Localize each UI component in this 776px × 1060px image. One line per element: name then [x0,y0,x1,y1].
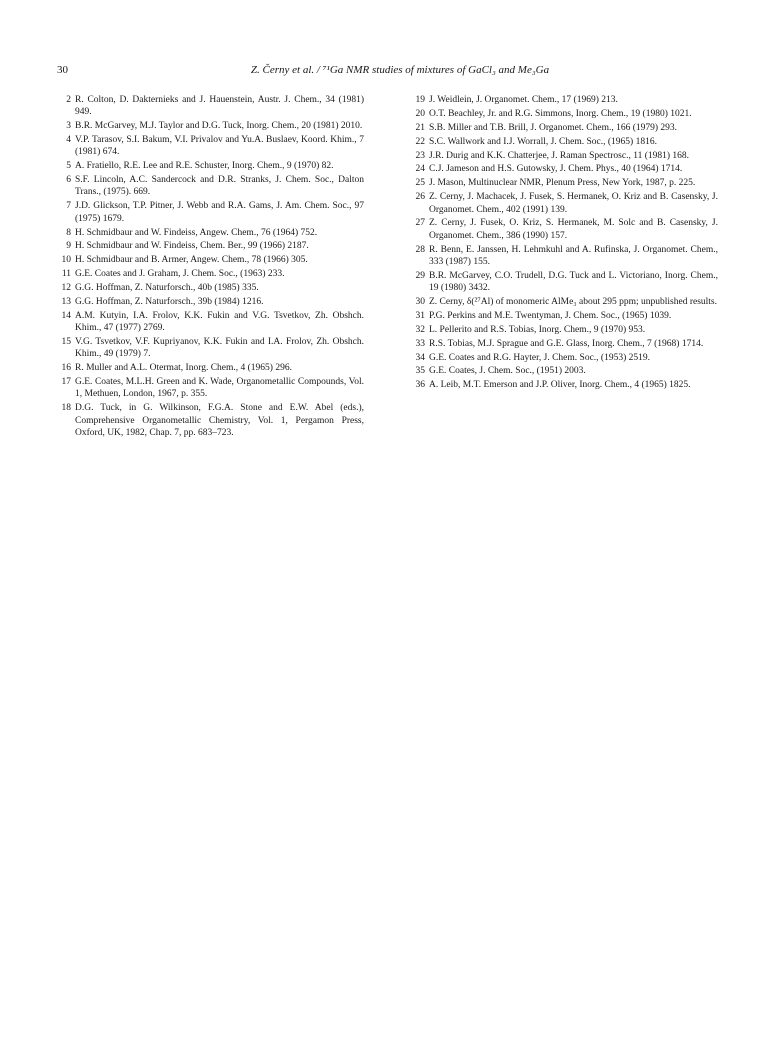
reference-item [58,296,364,308]
reference-number: 9 [66,241,71,252]
reference-number: 34 [415,352,425,363]
reference-item [58,174,364,199]
reference-number: 16 [61,363,71,374]
reference-number: 10 [61,255,71,266]
reference-number: 29 [415,270,425,281]
reference-text: R. Benn, E. Janssen, H. Lehmkuhl and A. Rufinska, J. Organomet. Chem., 333 (1987) 155. [429,244,718,267]
reference-text: Z. Cerny, J. Machacek, J. Fusek, S. Hermanek, O. Kriz and B. Casensky, J. Organomet. Chem., 402 (1991) 139. [429,192,718,215]
reference-number: 24 [415,164,425,175]
reference-number: 21 [415,122,425,133]
reference-text: L. Pellerito and R.S. Tobias, Inorg. Chem., 9 (1970) 953. [429,324,646,335]
reference-text: A. Fratiello, R.E. Lee and R.E. Schuster, Inorg. Chem., 9 (1970) 82. [75,161,334,172]
reference-number: 5 [66,161,71,172]
reference-number: 31 [415,310,425,321]
reference-text: B.R. McGarvey, M.J. Taylor and D.G. Tuck, Inorg. Chem., 20 (1981) 2010. [75,121,363,132]
reference-item [412,94,718,106]
reference-item [58,362,364,374]
reference-text: D.G. Tuck, in G. Wilkinson, F.G.A. Stone and E.W. Abel (eds.), Comprehensive Organometallic Chemistry, Vol. 1, Pergamon Press, Oxford, UK, 1982, Chap. 7, pp. 683–723. [75,403,364,438]
reference-text: V.P. Tarasov, S.I. Bakum, V.I. Privalov and Yu.A. Buslaev, Koord. Khim., 7 (1981) 674. [75,135,364,158]
references-right-column [412,94,718,393]
reference-item [412,338,718,350]
reference-item [58,200,364,225]
reference-text: G.G. Hoffman, Z. Naturforsch., 40b (1985) 335. [75,283,259,294]
reference-number: 14 [61,310,71,321]
reference-number: 25 [415,178,425,189]
reference-item [58,310,364,335]
reference-text: Z. Cerny, δ(²⁷Al) of monomeric AlMe₃ about 295 ppm; unpublished results. [429,296,718,307]
reference-item [412,217,718,242]
reference-item [412,108,718,120]
reference-item [412,352,718,364]
reference-item [58,402,364,439]
reference-item [412,365,718,377]
reference-number: 18 [61,403,71,414]
reference-text: A. Leib, M.T. Emerson and J.P. Oliver, Inorg. Chem., 4 (1965) 1825. [429,380,691,391]
reference-number: 2 [66,95,71,105]
reference-text: H. Schmidbaur and W. Findeiss, Chem. Ber., 99 (1966) 2187. [75,241,309,252]
reference-item [412,136,718,148]
page-number: 30 [57,64,68,76]
reference-text: S.F. Lincoln, A.C. Sandercock and D.R. Stranks, J. Chem. Soc., Dalton Trans., (1975). 669. [75,175,364,198]
reference-text: H. Schmidbaur and B. Armer, Angew. Chem., 78 (1966) 305. [75,255,308,266]
reference-text: J. Weidlein, J. Organomet. Chem., 17 (1969) 213. [429,95,618,105]
reference-number: 8 [66,227,71,238]
reference-item [412,296,718,308]
reference-text: J.D. Glickson, T.P. Pitner, J. Webb and R.A. Gams, J. Am. Chem. Soc., 97 (1975) 1679. [75,201,364,224]
reference-number: 19 [415,95,425,105]
reference-number: 11 [61,269,71,280]
reference-number: 27 [415,218,425,229]
reference-item [412,244,718,269]
reference-item [58,134,364,159]
reference-item [412,270,718,295]
reference-text: S.B. Miller and T.B. Brill, J. Organomet. Chem., 166 (1979) 293. [429,122,678,133]
reference-item [58,240,364,252]
reference-text: R. Muller and A.L. Otermat, Inorg. Chem., 4 (1965) 296. [75,363,292,374]
reference-text: O.T. Beachley, Jr. and R.G. Simmons, Inorg. Chem., 19 (1980) 1021. [429,108,692,119]
reference-text: Z. Cerny, J. Fusek, O. Kriz, S. Hermanek, M. Solc and B. Casensky, J. Organomet. Chem., 386 (1990) 157. [429,218,718,241]
reference-number: 30 [415,296,425,307]
reference-number: 7 [66,201,71,212]
reference-item [412,163,718,175]
reference-text: V.G. Tsvetkov, V.F. Kupriyanov, K.K. Fukin and I.A. Frolov, Zh. Obshch. Khim., 49 (1979) 7. [75,337,364,360]
reference-text: S.C. Wallwork and I.J. Worrall, J. Chem. Soc., (1965) 1816. [429,136,657,147]
reference-number: 17 [61,377,71,388]
reference-number: 13 [61,296,71,307]
reference-text: G.E. Coates and J. Graham, J. Chem. Soc., (1963) 233. [75,269,285,280]
reference-text: R.S. Tobias, M.J. Sprague and G.E. Glass, Inorg. Chem., 7 (1968) 1714. [429,338,704,349]
reference-item [58,94,364,119]
reference-number: 15 [61,337,71,348]
reference-number: 3 [66,121,71,132]
reference-number: 35 [415,366,425,377]
reference-item [58,254,364,266]
reference-number: 33 [415,338,425,349]
reference-text: J. Mason, Multinuclear NMR, Plenum Press, New York, 1987, p. 225. [429,178,696,189]
reference-item [58,268,364,280]
reference-number: 6 [66,175,71,186]
reference-number: 36 [415,380,425,391]
reference-text: G.E. Coates, J. Chem. Soc., (1951) 2003. [429,366,586,377]
running-head: Z. Černy et al. / ⁷¹Ga NMR studies of mixtures of GaCl₃ and Me₃Ga [250,64,550,76]
reference-text: G.E. Coates, M.L.H. Green and K. Wade, Organometallic Compounds, Vol. 1, Methuen, London, 1967, p. 355. [75,377,364,400]
reference-item [412,191,718,216]
reference-item [58,376,364,401]
reference-text: H. Schmidbaur and W. Findeiss, Angew. Chem., 76 (1964) 752. [75,227,318,238]
reference-item [412,379,718,391]
reference-text: G.G. Hoffman, Z. Naturforsch., 39b (1984) 1216. [75,296,264,307]
reference-item [412,150,718,162]
reference-number: 32 [415,324,425,335]
reference-item [58,160,364,172]
reference-item [412,177,718,189]
reference-item [58,282,364,294]
reference-number: 26 [415,192,425,203]
reference-text: R. Colton, D. Dakternieks and J. Hauenstein, Austr. J. Chem., 34 (1981) 949. [75,95,364,118]
reference-text: P.G. Perkins and M.E. Twentyman, J. Chem. Soc., (1965) 1039. [429,310,672,321]
reference-item [412,324,718,336]
reference-item [58,336,364,361]
references-left-column [58,94,364,441]
reference-item [412,310,718,322]
reference-number: 20 [415,108,425,119]
reference-item [58,120,364,132]
reference-number: 28 [415,244,425,255]
reference-number: 4 [66,135,71,146]
reference-text: A.M. Kutyin, I.A. Frolov, K.K. Fukin and V.G. Tsvetkov, Zh. Obshch. Khim., 47 (1977) 2769. [75,310,364,334]
reference-text: G.E. Coates and R.G. Hayter, J. Chem. Soc., (1953) 2519. [429,352,650,363]
reference-number: 22 [415,136,425,147]
reference-number: 23 [415,150,425,161]
reference-number: 12 [61,283,71,294]
reference-item [412,122,718,134]
reference-text: B.R. McGarvey, C.O. Trudell, D.G. Tuck and L. Victoriano, Inorg. Chem., 19 (1980) 3432. [429,270,718,294]
reference-item [58,227,364,239]
reference-text: J.R. Durig and K.K. Chatterjee, J. Raman Spectrosc., 11 (1981) 168. [429,150,690,161]
reference-text: C.J. Jameson and H.S. Gutowsky, J. Chem. Phys., 40 (1964) 1714. [429,164,683,175]
